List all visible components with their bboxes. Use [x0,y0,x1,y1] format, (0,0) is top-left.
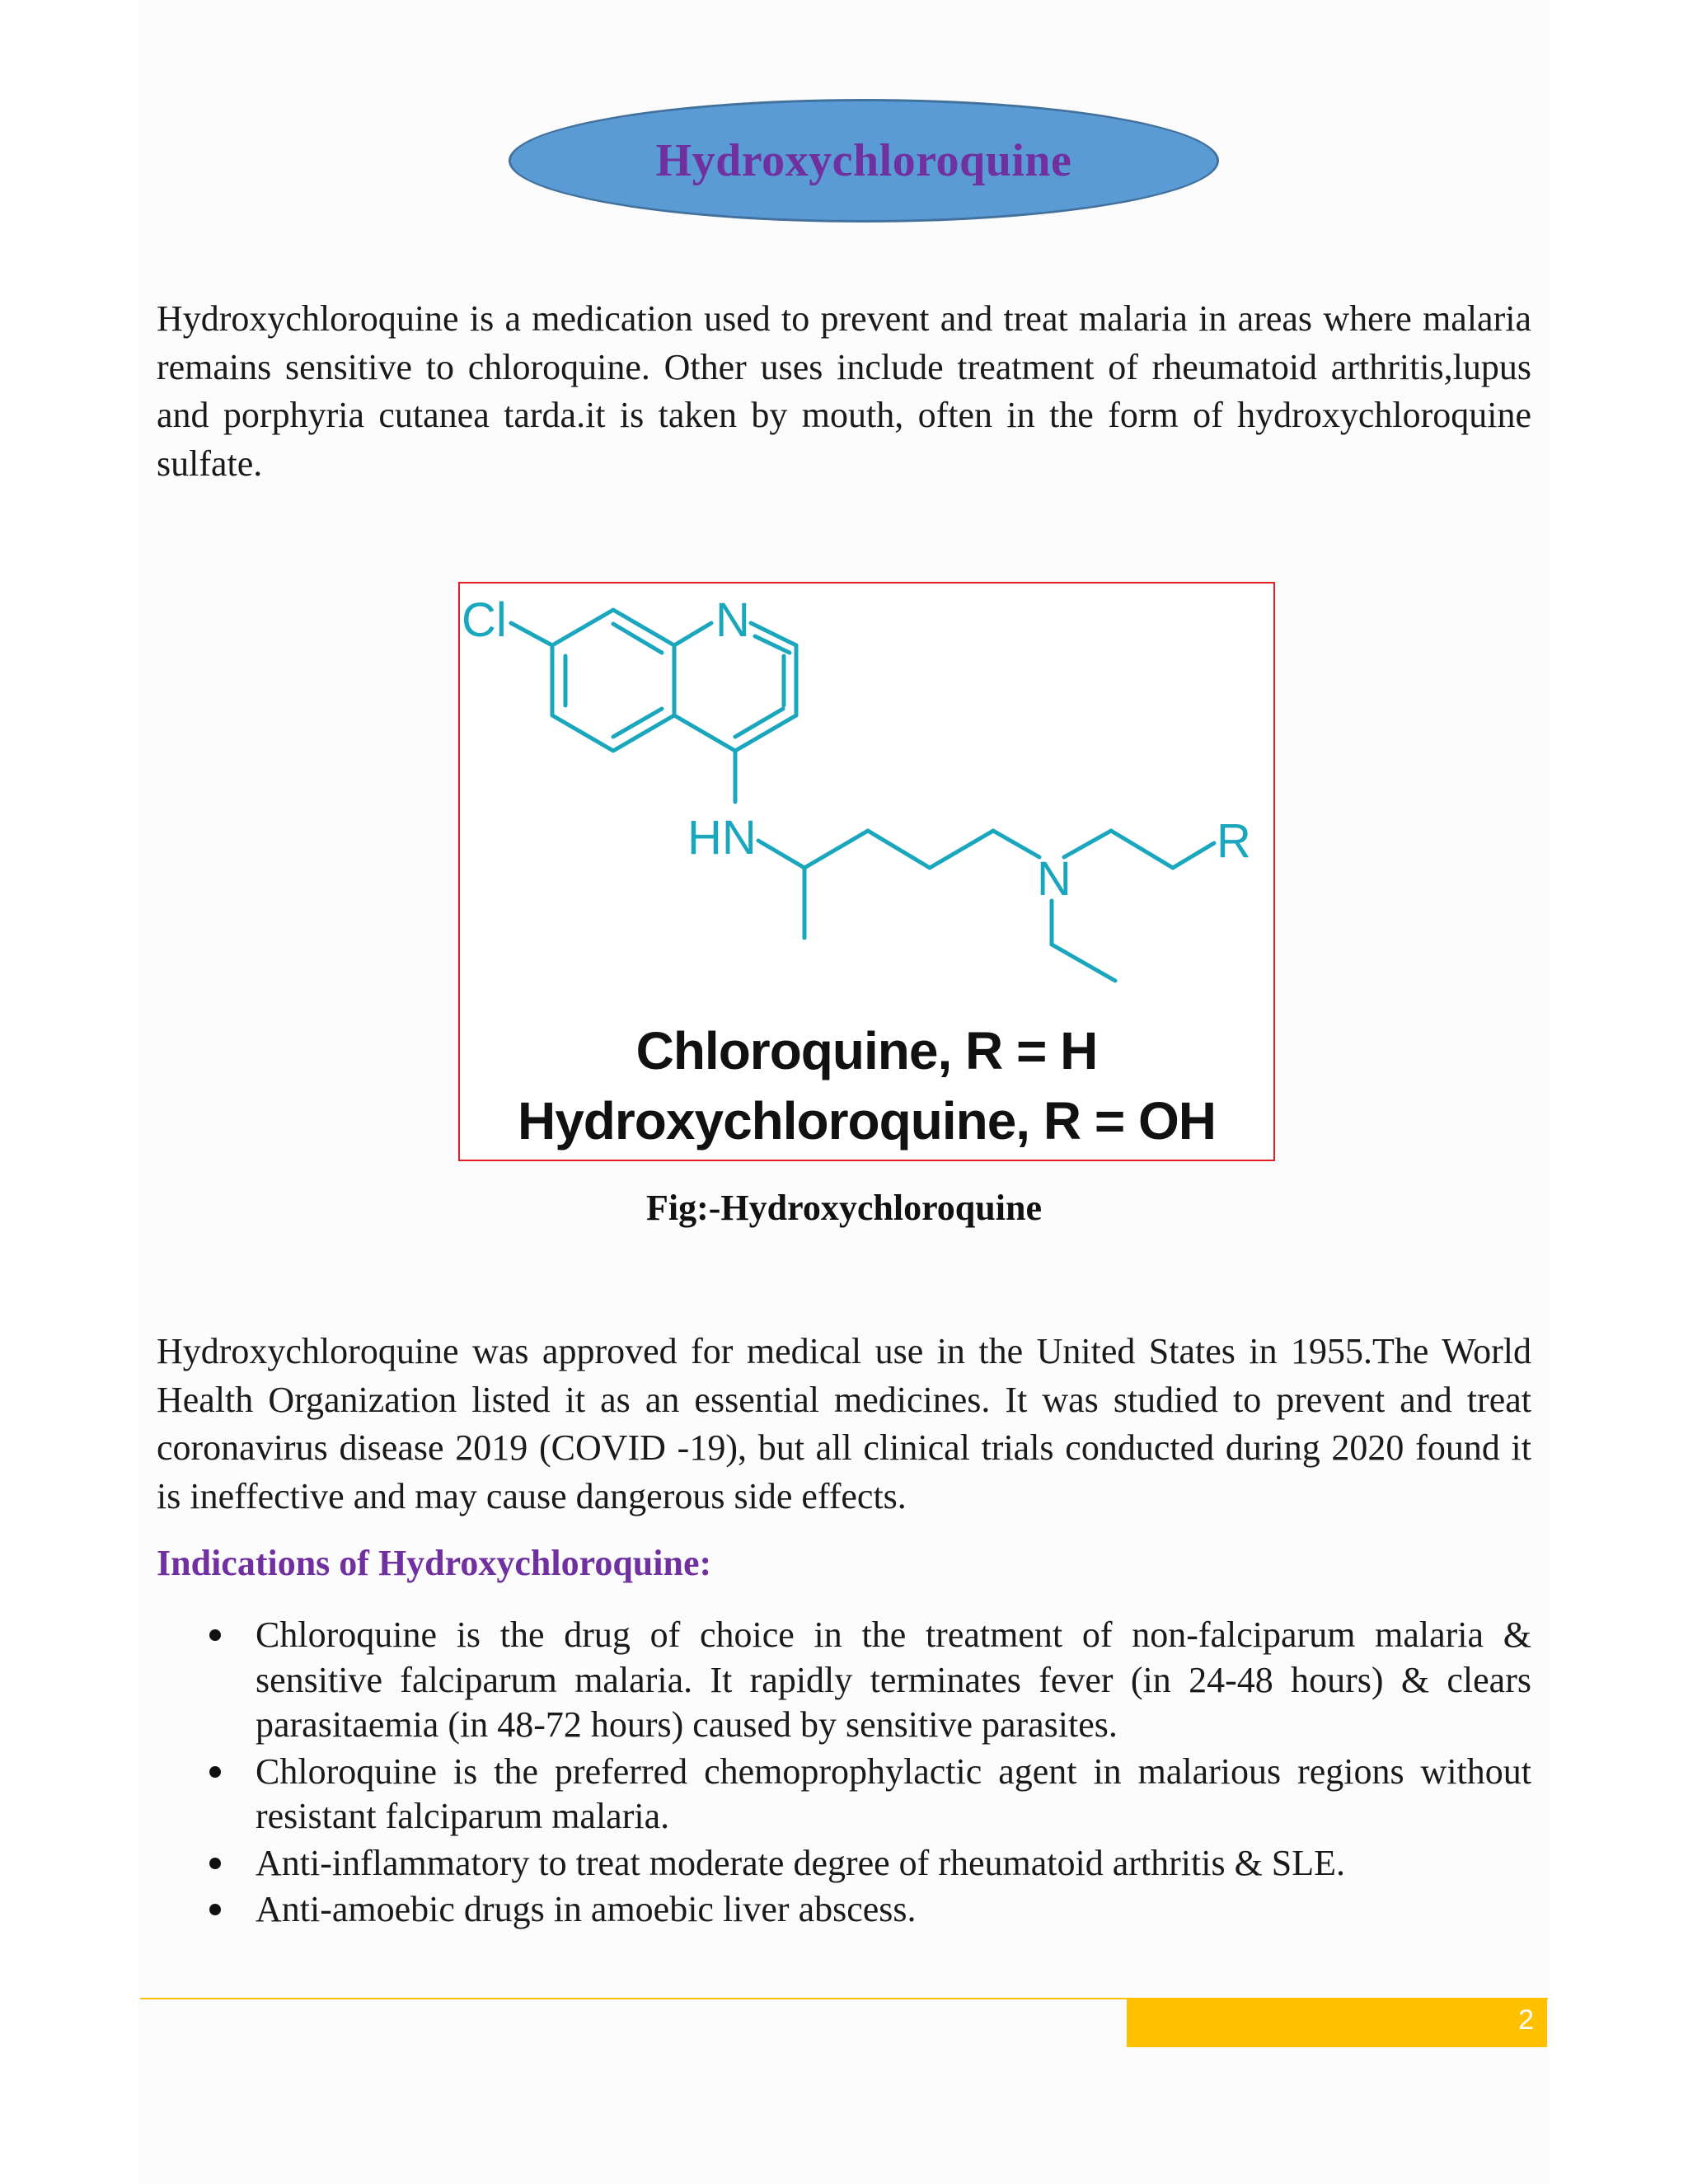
benzene-ring [552,610,674,751]
list-item-text: Anti-amoebic drugs in amoebic liver abscess. [256,1889,917,1929]
structure-figure [458,582,1275,1161]
bond-inner-2 [613,624,662,653]
page-number: 2 [1518,2004,1534,2036]
bullet-icon [209,1904,221,1915]
history-paragraph: Hydroxychloroquine was approved for medical use in the United States in 1955.The World Health Organization listed it as an essential medicines. It was studied to prevent and treat coronavirus disease 2019 (COVID -19), but all clinical trials conducted during 2020 found it is ineffective and may cause dangerous side effects. [157,1331,1531,1516]
list-item-text: Chloroquine is the preferred chemoprophylactic agent in malarious regions without resistant falciparum malaria. [256,1750,1531,1836]
structure-bonds [511,610,1214,981]
list-item [157,1841,1531,1886]
list-item [157,1750,1531,1840]
list-item-text: Anti-inflammatory to treat moderate degree of rheumatoid arthritis & SLE. [256,1842,1346,1883]
atom-cl: Cl [462,593,507,647]
list-item-text: Chloroquine is the drug of choice in the treatment of non-falciparum malaria & sensitive falciparum malaria. It rapidly terminates fever (in 24-48 hours) & clears parasitaemia (in 48-72 hours) caused by sensitive parasites. [256,1615,1531,1745]
indications-list [157,1613,1531,1934]
bond-chain-4 [993,831,1039,857]
atom-n-amine: N [1037,852,1071,906]
page-title: Hydroxychloroquine [655,135,1072,186]
bullet-icon [209,1858,221,1869]
footer-page-box [1127,1998,1547,2047]
bond-cl [511,623,552,645]
bond-nh-c1 [758,841,804,868]
structure-atoms [462,593,1251,906]
bond-pyr-1 [674,623,711,645]
atom-n-ring: N [715,593,750,647]
bond-inner-3 [613,709,662,737]
atom-r: R [1217,814,1251,868]
bond-n-c2 [1111,831,1173,868]
list-item [157,1887,1531,1933]
figure-label-chloroquine: Chloroquine, R = H [635,1021,1098,1080]
bond-chain-1 [804,831,868,868]
figure-caption: Fig:-Hydroxychloroquine [646,1188,1042,1228]
bond-pyr-inner-3 [735,709,783,737]
atom-hn: HN [687,811,757,865]
bond-chain-2 [868,831,930,868]
bond-ethyl [1052,944,1115,981]
intro-paragraph: Hydroxychloroquine is a medication used to prevent and treat malaria in areas where malaria remains sensitive to chloroquine. Other uses include treatment of rheumatoid arthritis,lupus and porphyria cutanea tarda.it is taken by mouth, often in the form of hydroxychloroquine sulfate. [157,298,1531,484]
indications-heading: Indications of Hydroxychloroquine: [157,1543,712,1583]
list-item [157,1613,1531,1748]
bond-chain-3 [930,831,993,868]
bullet-icon [209,1629,221,1641]
title-banner [509,99,1219,223]
bond-c-r [1173,843,1214,868]
bond-pyr-2 [751,623,796,645]
bond-pyr-5 [674,715,735,751]
figure-label-hydroxychloroquine: Hydroxychloroquine, R = OH [517,1091,1217,1151]
bullet-icon [209,1766,221,1778]
